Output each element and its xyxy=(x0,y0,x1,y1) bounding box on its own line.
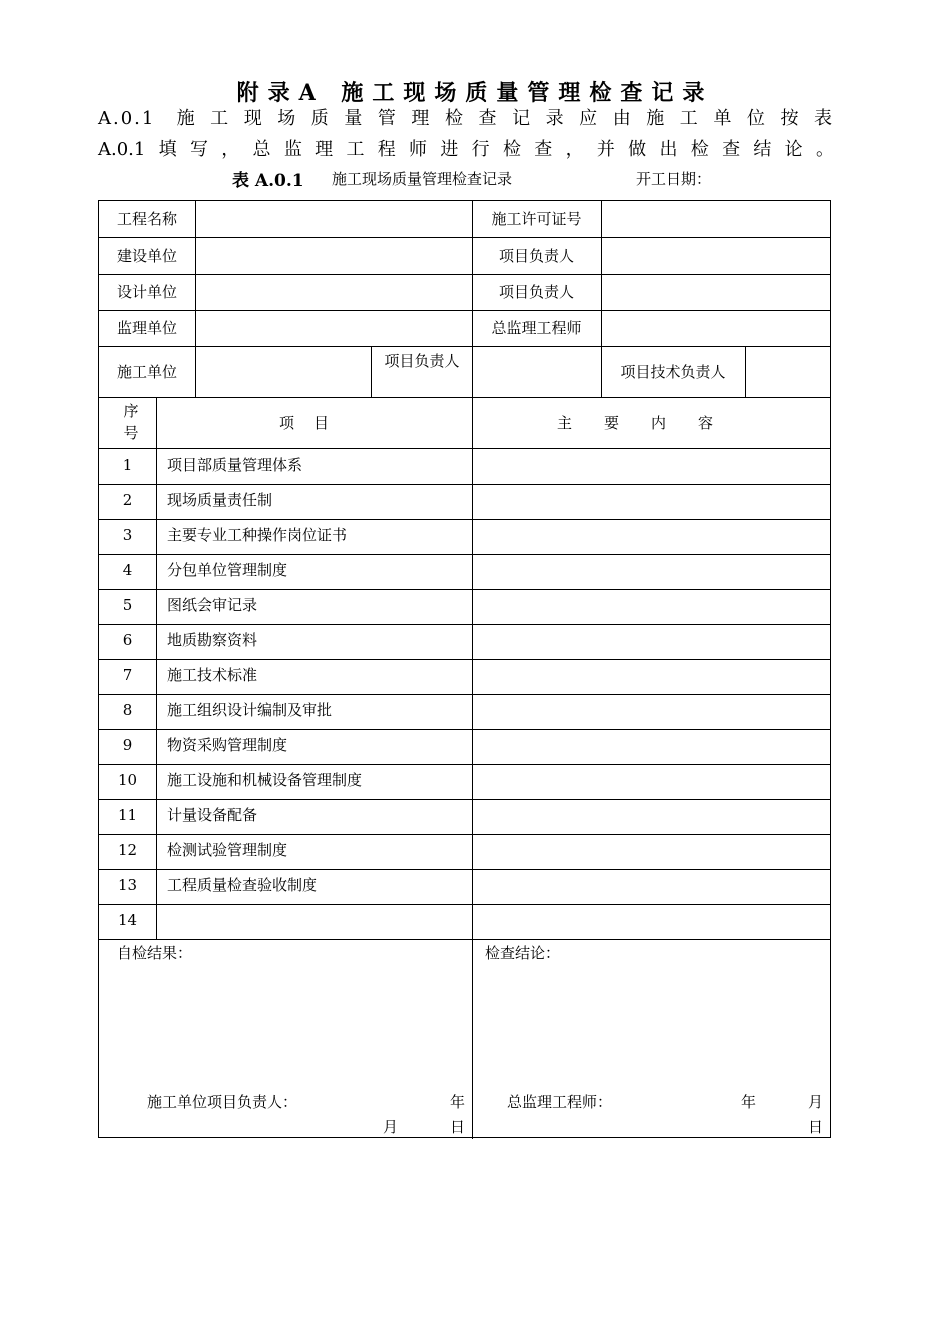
column-divider xyxy=(472,346,473,397)
month-label: 月 xyxy=(383,1118,399,1136)
row-divider xyxy=(99,694,830,695)
row-divider xyxy=(99,346,830,347)
item-seq-number: 13 xyxy=(117,876,138,894)
item-seq-number: 4 xyxy=(122,561,133,579)
item-name: 施工组织设计编制及审批 xyxy=(167,701,333,719)
design-unit-label: 设计单位 xyxy=(116,283,177,301)
row-divider xyxy=(99,554,830,555)
item-column-header: 项目 xyxy=(278,414,349,432)
item-name: 工程质量检查验收制度 xyxy=(167,876,318,894)
row-divider xyxy=(99,939,830,940)
chief-signer-label: 总监理工程师： xyxy=(507,1093,613,1111)
item-seq-number: 1 xyxy=(122,456,133,474)
contractor-label: 施工单位 xyxy=(116,363,177,381)
item-name: 分包单位管理制度 xyxy=(167,561,288,579)
page-title: 附录A 施工现场质量管理检查记录 xyxy=(236,80,714,106)
row-divider xyxy=(99,589,830,590)
column-divider xyxy=(195,201,196,346)
column-divider xyxy=(745,346,746,397)
item-name: 项目部质量管理体系 xyxy=(167,456,303,474)
contractor-signer-label: 施工单位项目负责人： xyxy=(147,1093,298,1111)
row-divider xyxy=(99,519,830,520)
item-name: 图纸会审记录 xyxy=(167,596,258,614)
column-divider xyxy=(195,346,196,397)
tech-leader-label: 项目技术负责人 xyxy=(620,363,726,381)
year-label: 年 xyxy=(741,1093,757,1111)
item-name: 施工技术标准 xyxy=(167,666,258,684)
project-leader-label: 项目负责人 xyxy=(384,352,460,370)
row-divider xyxy=(99,799,830,800)
row-divider xyxy=(99,869,830,870)
conclusion-label: 检查结论： xyxy=(485,944,561,962)
row-divider xyxy=(99,484,830,485)
row-divider xyxy=(99,310,830,311)
item-seq-number: 5 xyxy=(122,596,133,614)
project-leader-label: 项目负责人 xyxy=(498,283,574,301)
intro-line-2: A.0.1填写，总监理工程师进行检查，并做出检查结论。 xyxy=(98,139,834,160)
row-divider xyxy=(99,448,830,449)
month-label: 月 xyxy=(808,1093,824,1111)
content-column-header: 主要内容 xyxy=(556,414,745,432)
row-divider xyxy=(99,237,830,238)
project-leader-label: 项目负责人 xyxy=(498,247,574,265)
row-divider xyxy=(99,729,830,730)
permit-number-label: 施工许可证号 xyxy=(491,210,582,228)
project-name-label: 工程名称 xyxy=(116,210,177,228)
item-name: 物资采购管理制度 xyxy=(167,736,288,754)
table-caption-label: 表 A.0.1 xyxy=(232,171,304,191)
item-name: 地质勘察资料 xyxy=(167,631,258,649)
table-caption-name: 施工现场质量管理检查记录 xyxy=(332,170,513,188)
row-divider xyxy=(99,904,830,905)
row-divider xyxy=(99,764,830,765)
supervision-unit-label: 监理单位 xyxy=(116,319,177,337)
item-seq-number: 7 xyxy=(122,666,133,684)
self-check-label: 自检结果： xyxy=(117,944,193,962)
row-divider xyxy=(99,624,830,625)
column-divider xyxy=(156,397,157,939)
item-seq-number: 12 xyxy=(117,841,138,859)
row-divider xyxy=(99,659,830,660)
item-seq-number: 10 xyxy=(117,771,138,789)
column-divider xyxy=(601,201,602,346)
item-name: 检测试验管理制度 xyxy=(167,841,288,859)
item-seq-number: 6 xyxy=(122,631,133,649)
day-label: 日 xyxy=(808,1118,824,1136)
item-seq-number: 3 xyxy=(122,526,133,544)
seq-column-header: 序号 xyxy=(123,402,139,442)
item-seq-number: 8 xyxy=(122,701,133,719)
item-seq-number: 11 xyxy=(117,806,138,824)
row-divider xyxy=(99,274,830,275)
column-divider xyxy=(472,397,473,1139)
row-divider xyxy=(99,834,830,835)
construction-unit-label: 建设单位 xyxy=(116,247,177,265)
item-name: 主要专业工种操作岗位证书 xyxy=(167,526,348,544)
item-seq-number: 14 xyxy=(117,911,138,929)
intro-line-1: A.0.1 施工现场质量管理检查记录应由施工单位按表 xyxy=(98,108,834,129)
day-label: 日 xyxy=(450,1118,466,1136)
inspection-record-table xyxy=(98,200,831,1138)
chief-supervisor-label: 总监理工程师 xyxy=(491,319,582,337)
item-name: 现场质量责任制 xyxy=(167,491,273,509)
item-seq-number: 9 xyxy=(122,736,133,754)
row-divider xyxy=(99,397,830,398)
item-seq-number: 2 xyxy=(122,491,133,509)
year-label: 年 xyxy=(450,1093,466,1111)
column-divider xyxy=(371,346,372,397)
start-date-label: 开工日期： xyxy=(636,170,712,188)
item-name: 施工设施和机械设备管理制度 xyxy=(167,771,363,789)
item-name: 计量设备配备 xyxy=(167,806,258,824)
